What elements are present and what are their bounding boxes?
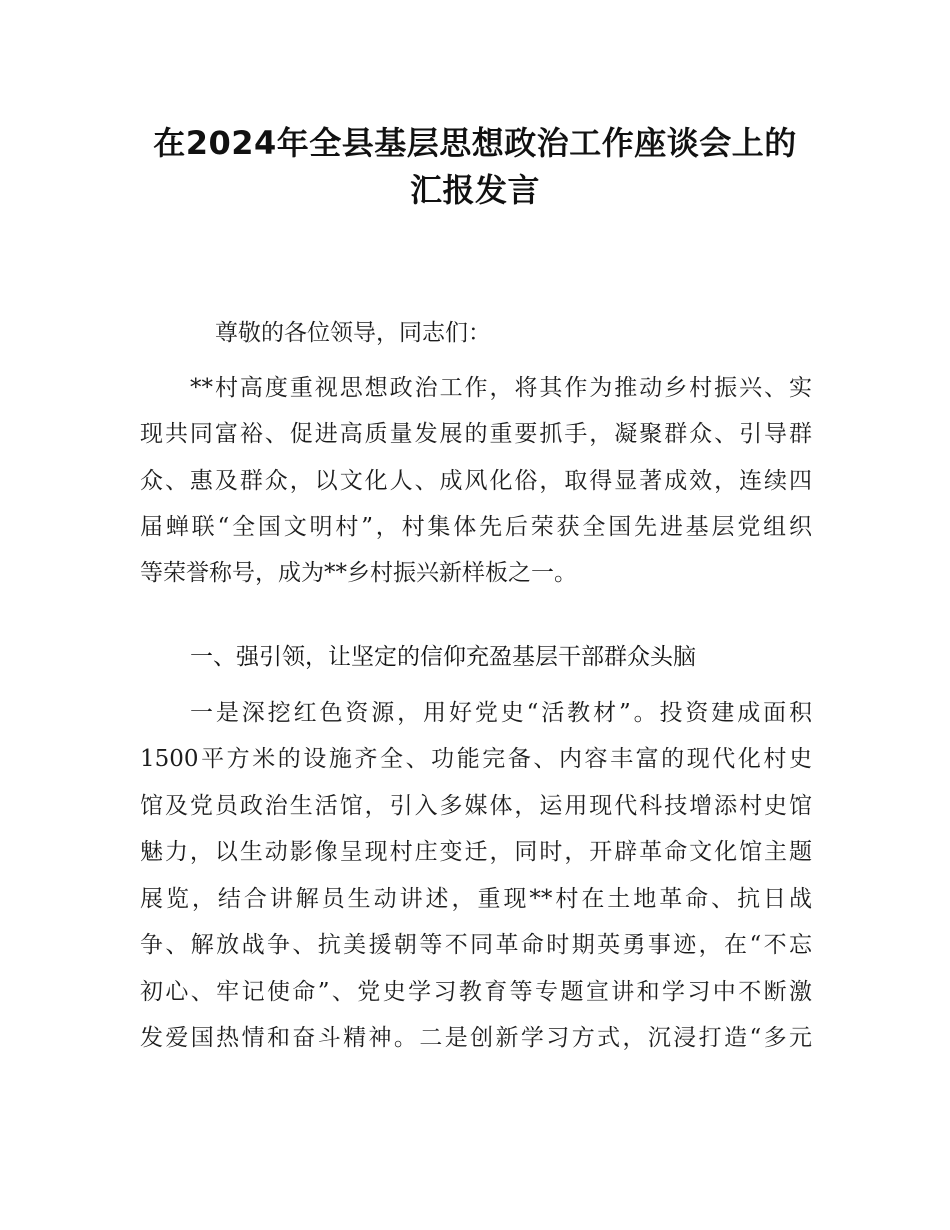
intro-line: 现共同富裕、促进高质量发展的重要抓手，凝聚群众、引导群 xyxy=(140,421,812,447)
intro-line: **村高度重视思想政治工作，将其作为推动乡村振兴、实 xyxy=(190,375,812,401)
section-1-line: 魅力，以生动影像呈现村庄变迁，同时，开辟革命文化馆主题 xyxy=(140,839,812,865)
document-title-line-2: 汇报发言 xyxy=(409,171,540,209)
section-1-line: 发爱国热情和奋斗精神。二是创新学习方式，沉浸打造“多元 xyxy=(140,1025,812,1051)
intro-line: 众、惠及群众，以文化人、成风化俗，取得显著成效，连续四 xyxy=(140,468,812,494)
section-1-heading: 一、强引领，让坚定的信仰充盈基层干部群众头脑 xyxy=(190,644,696,670)
section-1-line: 展览，结合讲解员生动讲述，重现**村在土地革命、抗日战 xyxy=(140,886,812,912)
section-1-line: 初心、牢记使命”、党史学习教育等专题宣讲和学习中不断激 xyxy=(140,979,812,1005)
document-title-line-1: 在2024年全县基层思想政治工作座谈会上的 xyxy=(153,124,797,162)
greeting: 尊敬的各位领导，同志们： xyxy=(215,320,491,346)
intro-line: 等荣誉称号，成为**乡村振兴新样板之一。 xyxy=(140,560,577,586)
section-1-line: 馆及党员政治生活馆，引入多媒体，运用现代科技增添村史馆 xyxy=(140,793,812,819)
intro-line: 届蝉联“全国文明村”，村集体先后荣获全国先进基层党组织 xyxy=(140,514,812,540)
section-1-line: 1500平方米的设施齐全、功能完备、内容丰富的现代化村史 xyxy=(140,746,812,772)
section-1-line: 一是深挖红色资源，用好党史“活教材”。投资建成面积 xyxy=(190,700,812,726)
section-1-line: 争、解放战争、抗美援朝等不同革命时期英勇事迹，在“不忘 xyxy=(140,932,812,958)
